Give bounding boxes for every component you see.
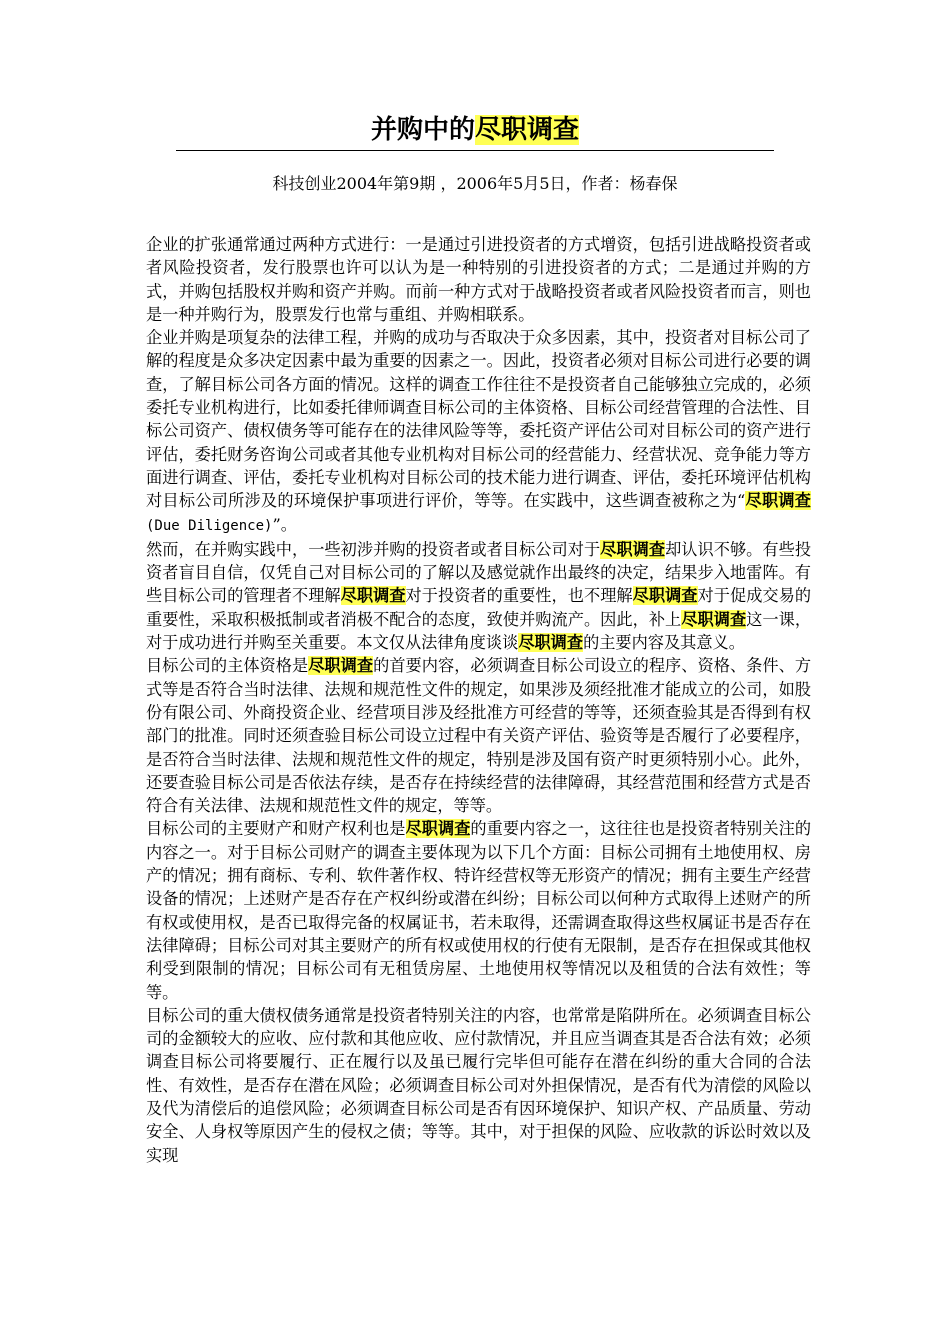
title-highlight: 尽职调查 (475, 115, 580, 145)
highlight-term: 尽职调查 (745, 491, 811, 511)
highlight-term: 尽职调查 (518, 633, 584, 653)
document-meta: 科技创业2004年第9期 ，2006年5月5日，作者：杨春保 (272, 174, 678, 193)
paragraph: 然而，在并购实践中，一些初涉并购的投资者或者目标公司对于尽职调查却认识不够。有些投资者盲目自信，仅凭自己对目标公司的了解以及感觉就作出最终的决定，结果步入地雷阵。有些目标公司的管理者不理解尽职调查对于投资者的重要性，也不理解尽职调查对于促成交易的重要性，采取积极抵制或者消极不配合的态度，致使并购流产。因此，补上尽职调查这一课，对于成功进行并购至关重要。本文仅从法律角度谈谈尽职调查的主要内容及其意义。 (146, 539, 812, 653)
paragraph: 目标公司的主要财产和财产权利也是尽职调查的重要内容之一，这往往也是投资者特别关注的内容之一。对于目标公司财产的调查主要体现为以下几个方面：目标公司拥有土地使用权、房产的情况；拥有商标、专利、软件著作权、特许经营权等无形资产的情况；拥有主要生产经营设备的情况；上述财产是否存在产权纠纷或潜在纠纷；目标公司以何种方式取得上述财产的所有权或使用权，是否已取得完备的权属证书，若未取得，还需调查取得这些权属证书是否存在法律障碍；目标公司对其主要财产的所有权或使用权的行使有无限制，是否存在担保或其他权利受到限制的情况；目标公司有无租赁房屋、土地使用权等情况以及租赁的合法有效性；等等。 (146, 819, 812, 1002)
paragraph: 目标公司的重大债权债务通常是投资者特别关注的内容，也常常是陷阱所在。必须调查目标公司的金额较大的应收、应付款和其他应收、应付款情况，并且应当调查其是否合法有效；必须调查目标公司将要履行、正在履行以及虽已履行完毕但可能存在潜在纠纷的重大合同的合法性、有效性，是否存在潜在风险；必须调查目标公司对外担保情况，是否有代为清偿的风险以及代为清偿后的追偿风险；必须调查目标公司是否有因环境保护、知识产权、产品质量、劳动安全、人身权等原因产生的侵权之债；等等。其中，对于担保的风险、应收款的诉讼时效以及实现 (146, 1005, 811, 1165)
highlight-term: 尽职调查 (340, 586, 406, 606)
highlight-term: 尽职调查 (600, 539, 666, 559)
document-title (176, 112, 774, 151)
highlight-term: 尽职调查 (308, 656, 374, 676)
document-body (146, 233, 811, 1167)
paragraph: 企业并购是项复杂的法律工程，并购的成功与否取决于众多因素，其中，投资者对目标公司了解的程度是众多决定因素中最为重要的因素之一。因此，投资者必须对目标公司进行必要的调查，了解目标公司各方面的情况。这样的调查工作往往不是投资者自己能够独立完成的，必须委托专业机构进行，比如委托律师调查目标公司的主体资格、目标公司经营管理的合法性、目标公司资产、债权债务等可能存在的法律风险等等，委托资产评估公司对目标公司的资产进行评估，委托财务咨询公司或者其他专业机构对目标公司的经营能力、经营状况、竞争能力等方面进行调查、评估，委托专业机构对目标公司的技术能力进行调查、评估，委托环境评估机构对目标公司所涉及的环境保护事项进行评价，等等。在实践中，这些调查被称之为“尽职调查(Due Diligence)”。 (146, 328, 811, 534)
title-prefix: 并购中的 (370, 115, 475, 145)
paragraph: 目标公司的主体资格是尽职调查的首要内容，必须调查目标公司设立的程序、资格、条件、方式等是否符合当时法律、法规和规范性文件的规定，如果涉及须经批准才能成立的公司，如股份有限公司、外商投资企业、经营项目涉及经批准方可经营的等等，还须查验其是否得到有权部门的批准。同时还须查验目标公司设立过程中有关资产评估、验资等是否履行了必要程序，是否符合当时法律、法规和规范性文件的规定，特别是涉及国有资产时更须特别小心。此外，还要查验目标公司是否依法存续，是否存在持续经营的法律障碍，其经营范围和经营方式是否符合有关法律、法规和规范性文件的规定，等等。 (146, 656, 812, 816)
highlight-term: 尽职调查 (632, 586, 698, 606)
paragraph: 企业的扩张通常通过两种方式进行：一是通过引进投资者的方式增资，包括引进战略投资者或者风险投资者，发行股票也许可以认为是一种特别的引进投资者的方式；二是通过并购的方式，并购包括股权并购和资产并购。而前一种方式对于战略投资者或者风险投资者而言，则也是一种并购行为，股票发行也常与重组、并购相联系。 (146, 235, 811, 324)
highlight-term: 尽职调查 (681, 609, 747, 629)
highlight-term: 尽职调查 (405, 819, 471, 839)
